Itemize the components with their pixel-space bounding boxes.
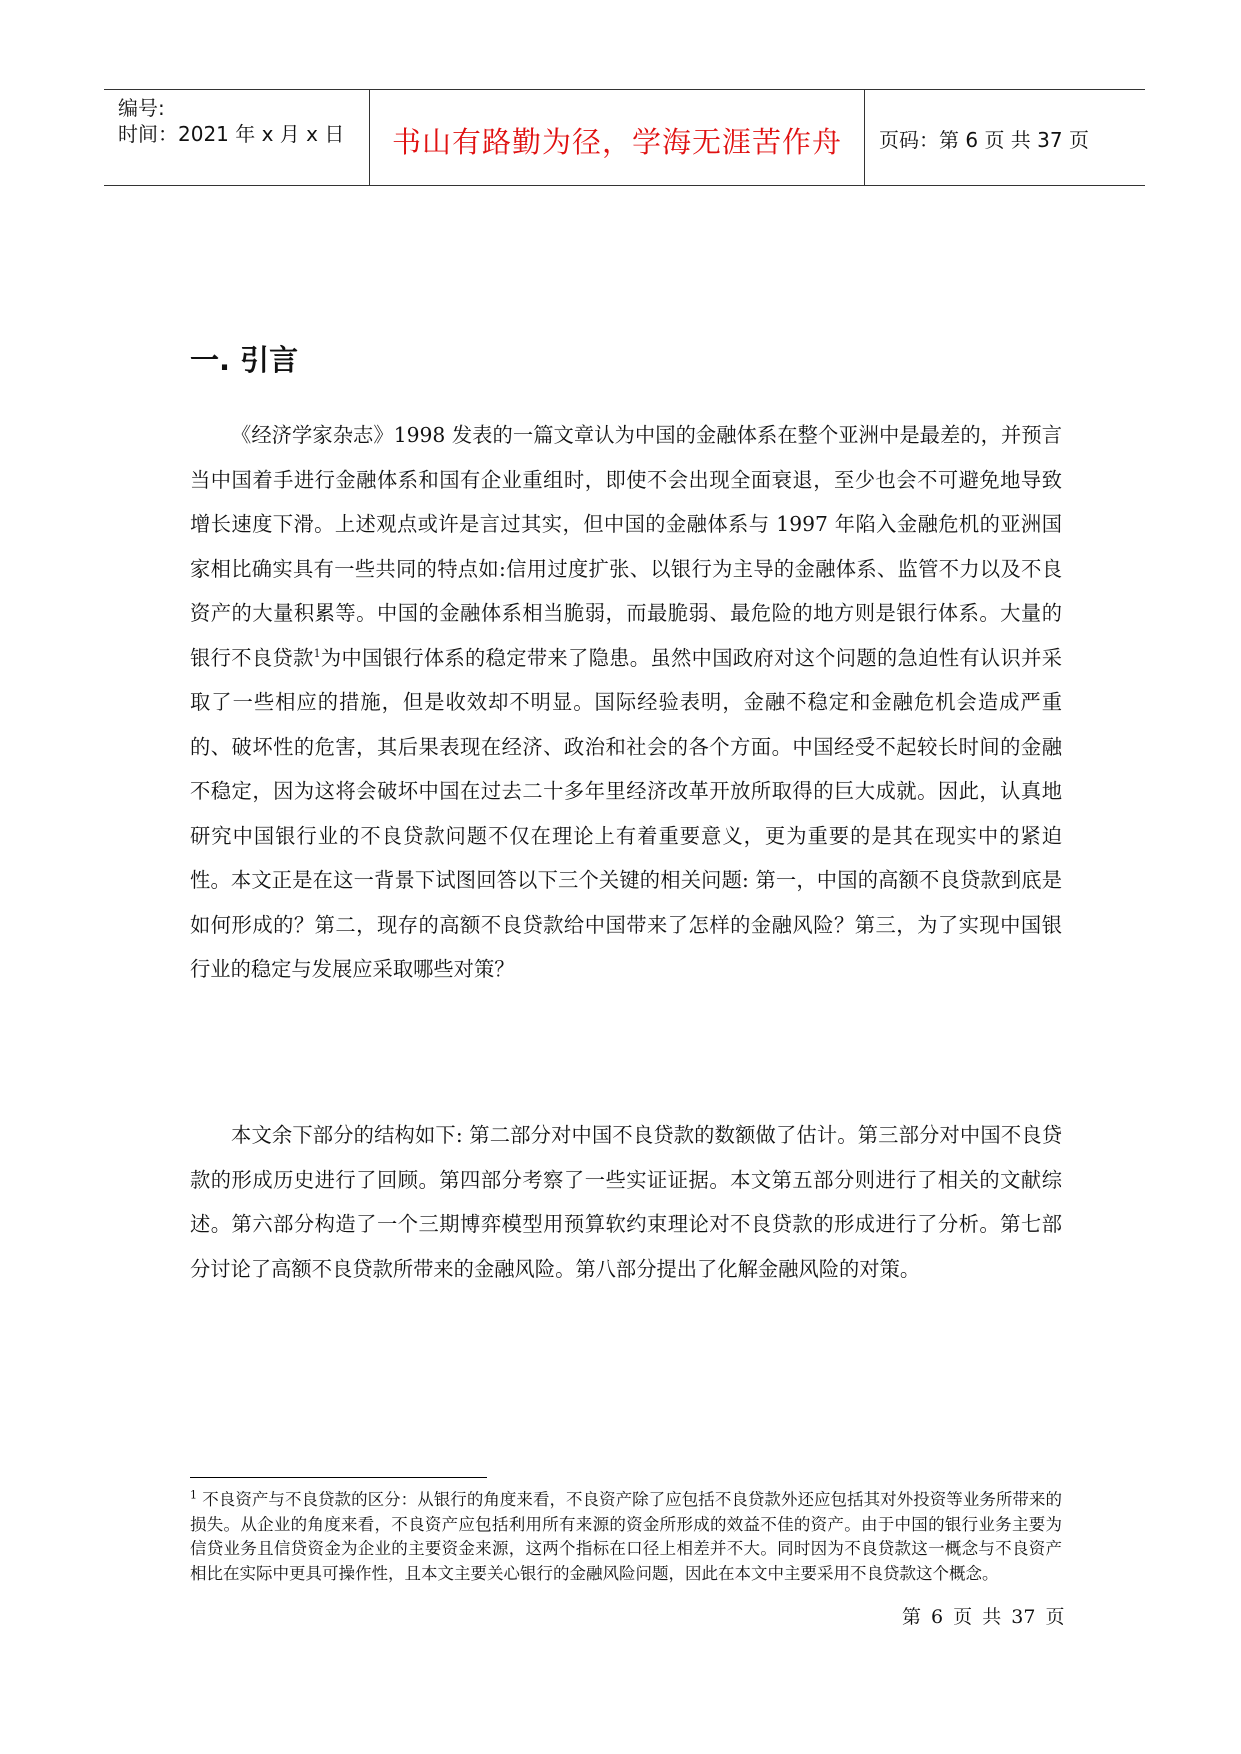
footnote-reference[interactable]: 1	[313, 646, 321, 660]
header-left-cell	[104, 90, 369, 185]
section-title: 一. 引言	[190, 343, 299, 377]
paragraph-intro-part1: 《经济学家杂志》1998 发表的一篇文章认为中国的金融体系在整个亚洲中是最差的，并预言当中国着手进行金融体系和国有企业重组时，即使不会出现全面衰退，至少也会不可避免地导致增长速度下滑。上述观点或许是言过其实，但中国的金融体系与 1997 年陷入金融危机的亚洲国家相比确实具有一些共同的特点如:信用过度扩张、以银行为主导的金融体系、监管不力以及不良资产的大量积累等。中国的金融体系相当脆弱，而最脆弱、最危险的地方则是银行体系。大量的银行不良贷款	[190, 423, 1062, 670]
footnote	[190, 1488, 1062, 1586]
header-right-cell	[865, 90, 1145, 185]
header-motto: 书山有路勤为径，学海无涯苦作舟	[391, 125, 842, 159]
header-center-cell	[369, 90, 865, 185]
footnote-marker: 1	[190, 1488, 197, 1502]
footnote-divider	[190, 1477, 487, 1478]
time-label: 时间：2021 年 x 月 x 日	[118, 122, 345, 146]
paragraph-intro	[190, 413, 1062, 992]
serial-label: 编号:	[118, 96, 165, 120]
document-header	[104, 89, 1145, 186]
footnote-text: 不良资产与不良贷款的区分：从银行的角度来看，不良资产除了应包括不良贷款外还应包括其对外投资等业务所带来的损失。从企业的角度来看，不良资产应包括利用所有来源的资金所形成的效益不佳的资产。由于中国的银行业务主要为信贷业务且信贷资金为企业的主要资金来源，这两个指标在口径上相差并不大。同时因为不良贷款这一概念与不良资产相比在实际中更具可操作性，且本文主要关心银行的金融风险问题，因此在本文中主要采用不良贷款这个概念。	[190, 1490, 1062, 1583]
paragraph-structure: 本文余下部分的结构如下: 第二部分对中国不良贷款的数额做了估计。第三部分对中国不良贷款的形成历史进行了回顾。第四部分考察了一些实证证据。本文第五部分则进行了相关的文献综述。第六部分构造了一个三期博弈模型用预算软约束理论对不良贷款的形成进行了分析。第七部分讨论了高额不良贷款所带来的金融风险。第八部分提出了化解金融风险的对策。	[190, 1123, 1062, 1281]
header-page-info: 页码：第 6 页 共 37 页	[879, 128, 1089, 152]
paragraph-intro-part2: 为中国银行体系的稳定带来了隐患。虽然中国政府对这个问题的急迫性有认识并采取了一些相应的措施，但是收效却不明显。国际经验表明，金融不稳定和金融危机会造成严重的、破坏性的危害，其后果表现在经济、政治和社会的各个方面。中国经受不起较长时间的金融不稳定，因为这将会破坏中国在过去二十多年里经济改革开放所取得的巨大成就。因此，认真地研究中国银行业的不良贷款问题不仅在理论上有着重要意义，更为重要的是其在现实中的紧迫性。本文正是在这一背景下试图回答以下三个关键的相关问题: 第一，中国的高额不良贷款到底是如何形成的？第二，现存的高额不良贷款给中国带来了怎样的金融风险？第三，为了实现中国银行业的稳定与发展应采取哪些对策？	[190, 645, 1062, 981]
page-footer: 第 6 页 共 37 页	[902, 1606, 1065, 1628]
